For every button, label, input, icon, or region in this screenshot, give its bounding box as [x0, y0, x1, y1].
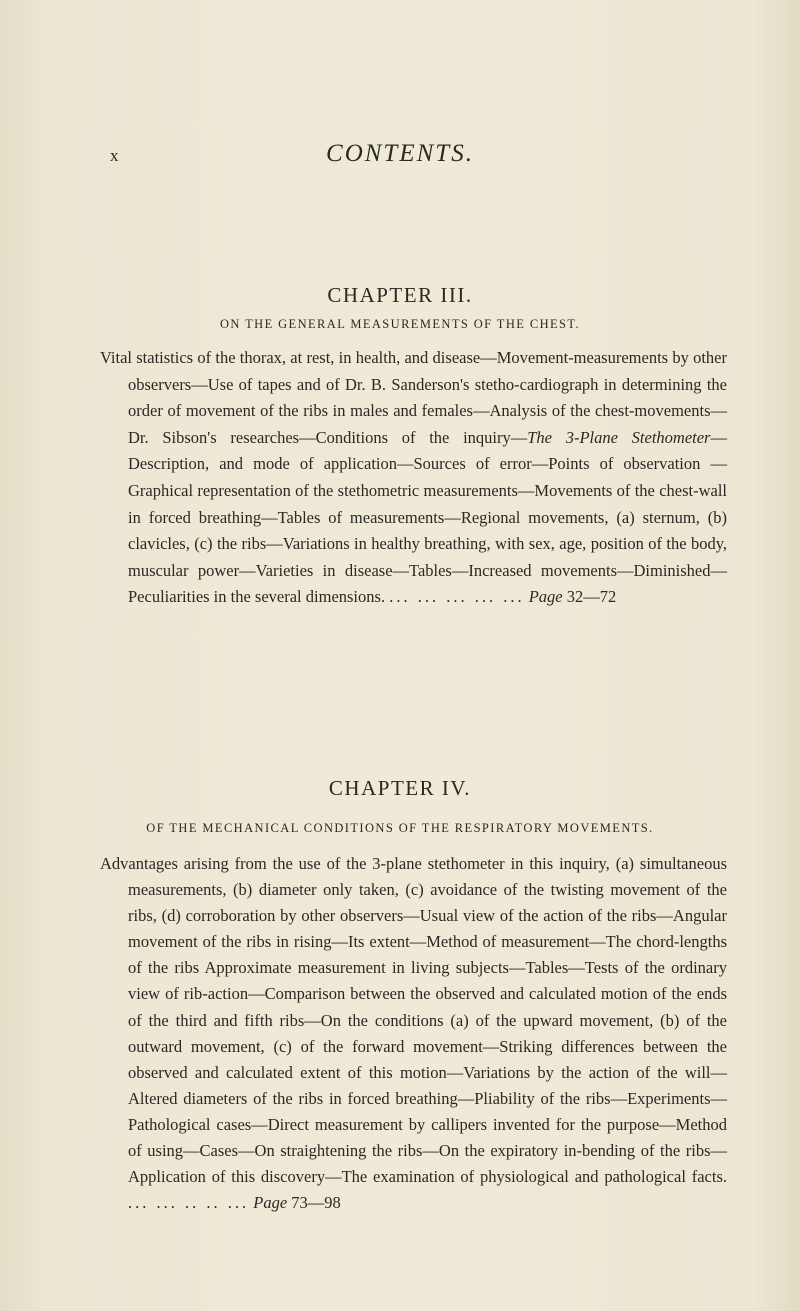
chapter-iii-leader: ... ... ... ... ... [389, 587, 525, 607]
chapter-iii-summary-lead: Vital statistics of the thorax, at rest, in health, and disease—Movement-measurements by other observers—Use of tapes and of Dr. B. Sanderson's stetho-cardiograph in determining the order of movement of the ribs in males and females—Analysis of the chest-movements—Dr. Sibson's researches—Conditions of the inquiry— [100, 348, 727, 447]
page-number: x [110, 146, 120, 165]
chapter-iv-page-word: Page [253, 1193, 288, 1213]
chapter-iv-summary-text: Advantages arising from the use of the 3-plane stethometer in this inquiry, (a) simultaneous measurements, (b) diameter only taken, (c) avoidance of the twisting movement of the ribs, (d) corroboration by other observers—Usual view of the action of the ribs—Angular movement of the ribs in rising—Its extent—Method of measurement—The chord-lengths of the ribs Approximate measurement in living subjects—Tables—Tests of the ordinary view of rib-action—Comparison between the observed and calculated motion of the ends of the third and fifth ribs—On the conditions (a) of the upward movement, (b) of the outward movement, (c) of the forward movement—Striking differences between the observed and calculated extent of this motion—Variations by the action of the will—Altered diameters of the ribs in forced breathing—Pliability of the ribs—Experiments—Pathological cases—Direct measurement by callipers invented for the purpose—Method of using—Cases—On straightening the ribs—On the expiratory in-bending of the ribs—Application of this discovery—The examination of physiological and pathological facts. [100, 854, 727, 1187]
chapter-iv-subheading: OF THE MECHANICAL CONDITIONS OF THE RESPIRATORY MOVEMENTS. [146, 821, 654, 835]
chapter-iii-summary [100, 345, 727, 611]
chapter-iii-heading: CHAPTER III. [327, 283, 473, 307]
running-head-title: CONTENTS. [326, 140, 474, 167]
chapter-iii-summary-italic: The 3-Plane Stethometer [527, 427, 711, 447]
chapter-iv-page-ref [128, 1193, 341, 1212]
chapter-iii-pages: 32—72 [566, 587, 617, 607]
chapter-iv-summary [100, 851, 727, 1216]
chapter-iii-subheading: ON THE GENERAL MEASUREMENTS OF THE CHEST. [219, 317, 581, 331]
chapter-iv-heading: CHAPTER IV. [328, 776, 472, 800]
chapter-iii-summary-rest: —Description, and mode of application—Sources of error—Points of observation — Graphical representation of the stethometric measurements—Movements of the chest-wall in forced breathing—Tables of measurements—Regional movements, (a) sternum, (b) clavicles, (c) the ribs—Variations in healthy breathing, with sex, age, position of the body, muscular power—Varieties in disease—Tables—Increased movements—Diminished—Peculiarities in the several dimensions. [128, 427, 727, 607]
chapter-iii-page-ref [389, 587, 616, 606]
running-head [0, 140, 800, 174]
chapter-iii-page-word: Page [528, 587, 563, 607]
chapter-iv-leader: ... ... .. .. ... [128, 1193, 250, 1213]
chapter-iv-pages: 73—98 [291, 1193, 341, 1213]
